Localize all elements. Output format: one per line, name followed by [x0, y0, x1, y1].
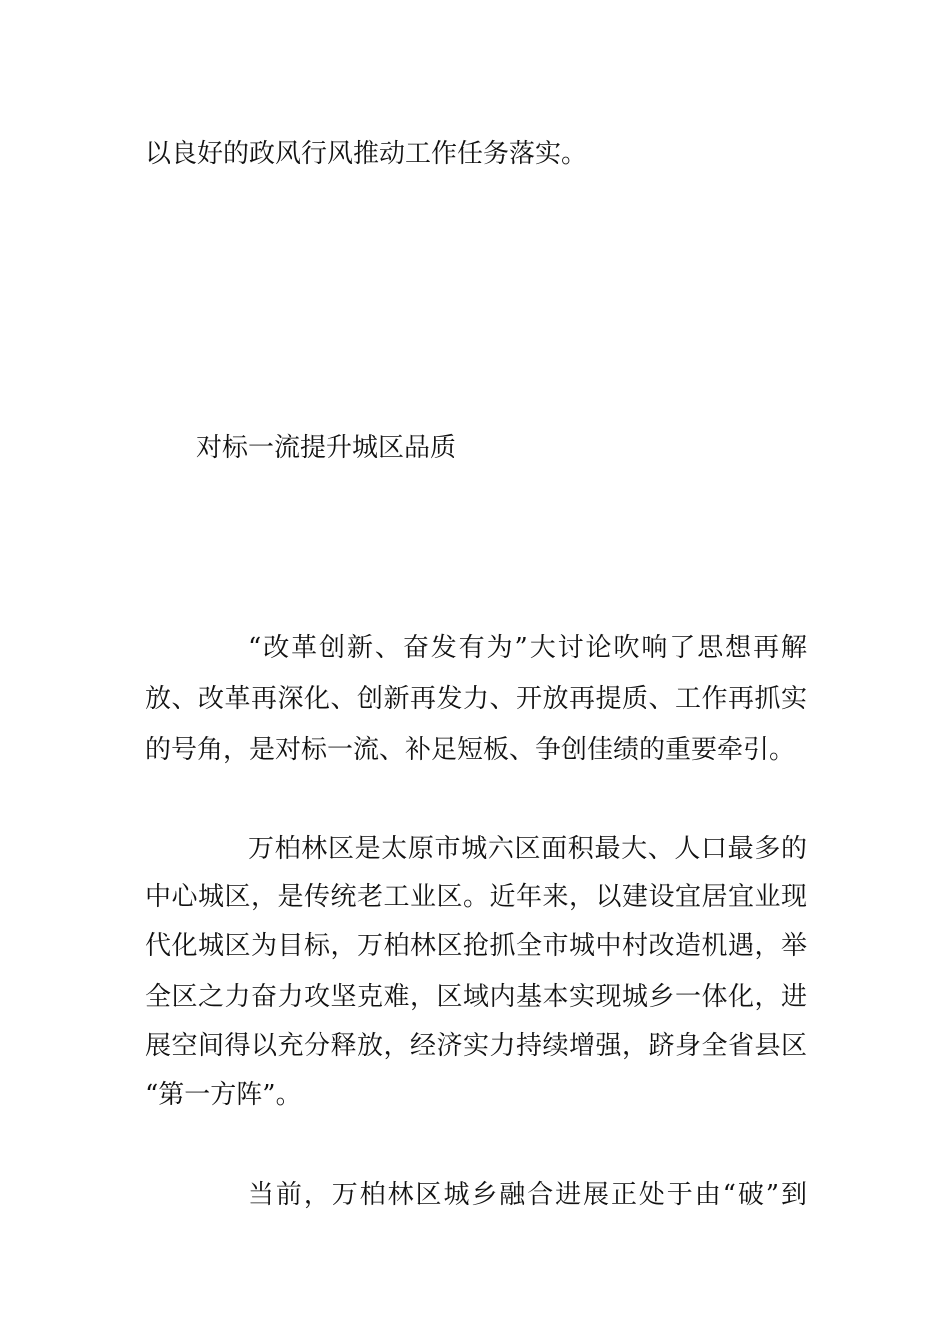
paragraph-line: 代化城区为目标，万柏林区抢抓全市城中村改造机遇，举: [145, 931, 807, 961]
paragraph-line: 以良好的政风行风推动工作任务落实。: [145, 139, 588, 169]
paragraph-line: 中心城区，是传统老工业区。近年来，以建设宜居宜业现: [145, 882, 807, 912]
paragraph-line: “第一方阵”。: [145, 1080, 302, 1110]
paragraph-line: 万柏林区是太原市城六区面积最大、人口最多的: [248, 834, 807, 864]
paragraph-line: 的号角，是对标一流、补足短板、争创佳绩的重要牵引。: [145, 735, 796, 765]
paragraph-line: 放、改革再深化、创新再发力、开放再提质、工作再抓实: [145, 684, 807, 714]
section-heading: 对标一流提升城区品质: [196, 433, 457, 463]
paragraph-line: 全区之力奋力攻坚克难，区域内基本实现城乡一体化，进: [145, 982, 807, 1012]
paragraph-line: 展空间得以充分释放，经济实力持续增强，跻身全省县区: [145, 1031, 807, 1061]
paragraph-line: 当前，万柏林区城乡融合进展正处于由“破”到: [248, 1180, 807, 1210]
paragraph-line: “改革创新、奋发有为”大讨论吹响了思想再解: [248, 633, 807, 663]
